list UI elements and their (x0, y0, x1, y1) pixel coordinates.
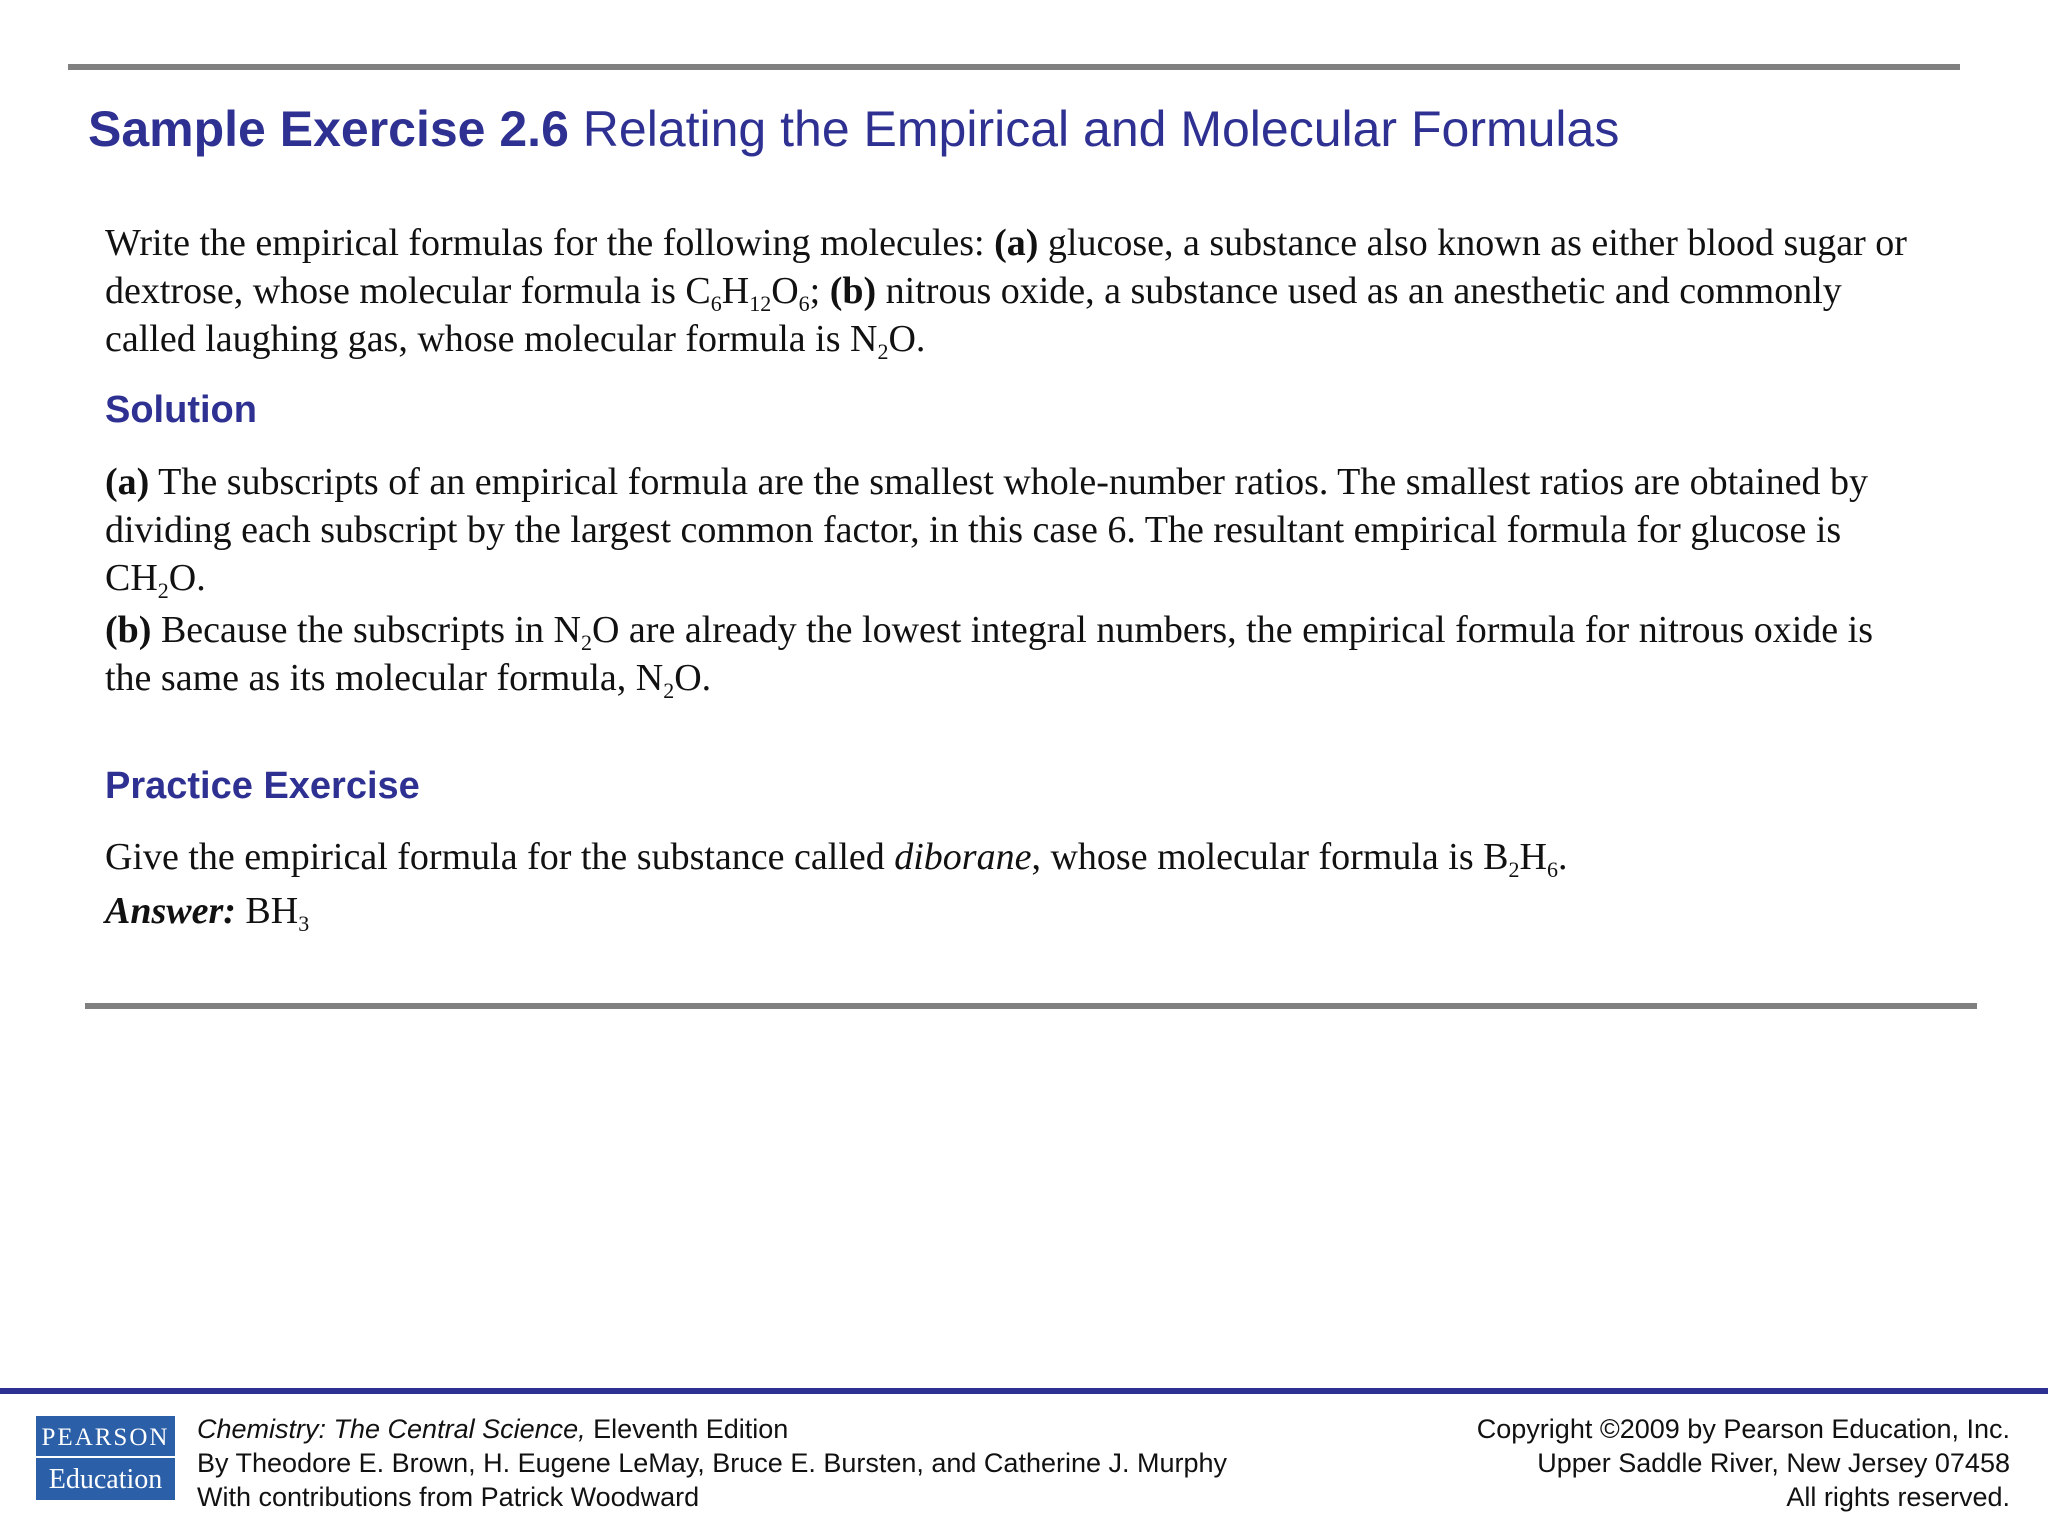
problem-text: H (721, 270, 750, 312)
solution-heading: Solution (105, 389, 257, 431)
subscript: 6 (798, 291, 810, 316)
logo-line-1: PEARSON (36, 1420, 175, 1458)
problem-statement (105, 219, 1935, 363)
solution-text: Because the subscripts in N (151, 609, 581, 651)
part-a-label: (a) (105, 461, 150, 503)
solution-text: O. (168, 557, 206, 599)
practice-text: H (1519, 836, 1547, 878)
problem-text: ; (809, 270, 830, 312)
footer-divider (0, 1388, 2048, 1394)
problem-text: glucose, a substance also known as either blood sugar or dextrose, whose molecular formula is C (105, 222, 1907, 312)
pearson-logo (36, 1416, 175, 1500)
problem-text: O (771, 270, 799, 312)
subscript: 6 (1546, 857, 1558, 882)
answer-text: BH (235, 890, 299, 932)
part-b-label: (b) (105, 609, 152, 651)
subscript: 2 (663, 678, 675, 703)
solution-body (105, 458, 1905, 702)
logo-line-2: Education (48, 1464, 163, 1495)
page-title (88, 100, 1619, 158)
book-credits (197, 1412, 1227, 1514)
practice-heading: Practice Exercise (105, 765, 420, 807)
exercise-title: Relating the Empirical and Molecular Formulas (582, 101, 1620, 157)
answer-label: Answer: (105, 890, 236, 932)
subscript: 2 (877, 339, 889, 364)
book-contributors: With contributions from Patrick Woodward (197, 1482, 700, 1512)
solution-part-a (105, 458, 1905, 602)
subscript: 12 (749, 291, 772, 316)
practice-text: Give the empirical formula for the substance called (105, 836, 895, 878)
practice-question (105, 830, 1935, 884)
practice-text: , whose molecular formula is B (1031, 836, 1509, 878)
copyright-line: Copyright ©2009 by Pearson Education, Inc. (1476, 1414, 2010, 1444)
rights-line: All rights reserved. (1786, 1482, 2010, 1512)
part-b-label: (b) (829, 270, 877, 312)
solution-text: O are already the lowest integral numbers, the empirical formula for nitrous oxide is the same as its molecular formula, N (105, 609, 1874, 699)
subscript: 2 (580, 630, 592, 655)
subscript: 2 (157, 578, 169, 603)
exercise-number: Sample Exercise 2.6 (88, 101, 569, 157)
publisher-address: Upper Saddle River, New Jersey 07458 (1537, 1448, 2010, 1478)
subscript: 2 (1508, 857, 1520, 882)
problem-text: nitrous oxide, a substance used as an anesthetic and commonly called laughing gas, whose molecular formula is N (105, 270, 1842, 360)
book-authors: By Theodore E. Brown, H. Eugene LeMay, Bruce E. Bursten, and Catherine J. Murphy (197, 1448, 1228, 1478)
content-divider (85, 1003, 1977, 1009)
practice-answer (105, 884, 1935, 938)
book-title: Chemistry: The Central Science, (197, 1414, 586, 1444)
solution-part-b (105, 606, 1905, 702)
solution-text: O. (674, 657, 712, 699)
part-a-label: (a) (994, 222, 1039, 264)
practice-body (105, 830, 1935, 938)
practice-text: . (1557, 836, 1568, 878)
problem-text: Write the empirical formulas for the following molecules: (105, 222, 995, 264)
book-edition: Eleventh Edition (585, 1414, 789, 1444)
copyright-block (1477, 1412, 2010, 1514)
subscript: 6 (710, 291, 722, 316)
problem-text: O. (888, 318, 926, 360)
subscript: 3 (298, 911, 310, 936)
practice-text-italic: diborane (894, 836, 1032, 878)
top-divider (68, 64, 1960, 70)
solution-text: The subscripts of an empirical formula are the smallest whole-number ratios. The smallest ratios are obtained by dividing each subscript by the largest common factor, in this case 6. The resultant empirical formula for glucose is CH (105, 461, 1868, 599)
